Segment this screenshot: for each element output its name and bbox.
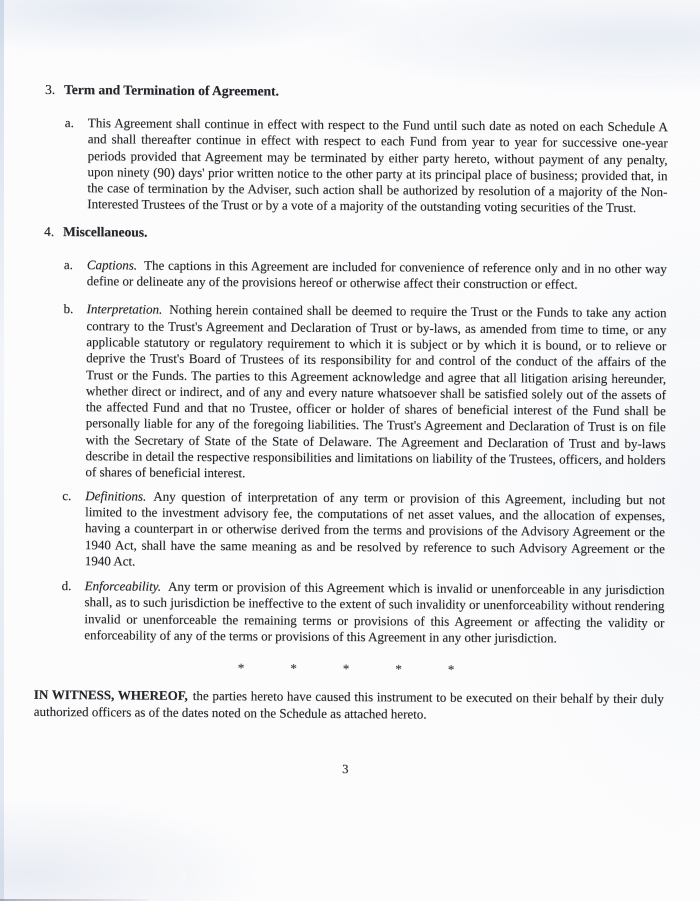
clause-label: a. bbox=[63, 256, 73, 272]
clause-text bbox=[85, 488, 666, 574]
witness-clause bbox=[34, 687, 664, 724]
asterisk-separator bbox=[0, 659, 696, 680]
clause-label: a. bbox=[64, 115, 74, 131]
witness-lead: IN WITNESS, WHEREOF, bbox=[33, 687, 188, 704]
clause-3a bbox=[64, 115, 700, 217]
clause-label: d. bbox=[61, 578, 72, 594]
clause-label: c. bbox=[62, 487, 72, 503]
clause-text bbox=[87, 257, 667, 294]
clause-text bbox=[85, 302, 666, 485]
clause-4b-interpretation bbox=[62, 301, 698, 485]
section-heading-miscellaneous bbox=[44, 223, 699, 245]
section-number: 3. bbox=[45, 81, 56, 97]
clause-body: Any term or provision of this Agreement which is invalid or unenforceable in any jurisdiction shall, as to such jurisdiction be ineffective to the extent of such invalidity or unenforceability without rendering invalid or unenforceable the remaining terms or provisions of this Agreement or affecting the validity or enforceability of any of the terms or provisions of this Agreement in any other jurisdiction. bbox=[84, 578, 665, 646]
asterisk: * bbox=[290, 660, 297, 676]
clause-lead: Captions. bbox=[86, 256, 138, 273]
asterisk: * bbox=[342, 661, 350, 677]
clause-text: This Agreement shall continue in effect with respect to the Fund until such date as noted on each Schedule A and shall thereafter continue in effect with respect to each Fund from year to year for successive one-year periods provided that Agreement may be terminated by either party hereto, without payment of any penalty, upon ninety (90) days' prior written notice to the other party at its principal place of business; provided that, in the case of termination by the Adviser, such action shall be authorized by resolution of a majority of the Non-Interested Trustees of the Trust or by a vote of a majority of the outstanding voting securities of the Trust. bbox=[87, 115, 668, 216]
clause-4a-captions bbox=[64, 257, 699, 294]
clause-body: The captions in this Agreement are included for convenience of reference only and in no other way define or delineate any of the provisions hereof or otherwise affect their construction or effect. bbox=[86, 257, 667, 292]
clause-body: Any question of interpretation of any term or provision of this Agreement, including but not limited to the investment advisory fee, the computations of net asset values, and the allocation of expenses, having a counterpart in or otherwise derived from the terms and provisions of the Advisory Agreement or the 1940 Act, shall have the same meaning as and be resolved by reference to such Advisory Agreement or the 1940 Act. bbox=[84, 488, 666, 569]
clause-lead: Definitions. bbox=[85, 487, 147, 504]
clause-lead: Interpretation. bbox=[86, 301, 163, 318]
clause-label: b. bbox=[63, 301, 74, 317]
asterisk: * bbox=[447, 662, 455, 678]
section-title: Term and Termination of Agreement. bbox=[64, 82, 279, 99]
clause-text bbox=[84, 578, 664, 647]
section-number: 4. bbox=[44, 223, 55, 239]
section-title: Miscellaneous. bbox=[63, 223, 148, 240]
asterisk: * bbox=[237, 660, 245, 676]
clause-4d-enforceability bbox=[61, 578, 696, 648]
clause-lead: Enforceability. bbox=[84, 578, 162, 594]
clause-4c-definitions bbox=[62, 488, 698, 574]
page-number: 3 bbox=[342, 762, 349, 777]
witness-text: the parties hereto have caused this instrument to be executed on their behalf by their duly authorized officers as of the dates noted on the Schedule as attached hereto. bbox=[33, 688, 664, 722]
clause-body: Nothing herein contained shall be deemed to require the Trust or the Funds to take any action contrary to the Trust's Agreement and Declaration of Trust or by-laws, as amended from time to time, or any applicable statutory or regulatory requirement to which it is subject or by which it is bound, or to relieve or deprive the Trust's Board of Trustees of its responsibility for and control of the conduct of the affairs of the Trust or the Funds. The parties to this Agreement acknowledge and agree that all litigation arising hereunder, whether direct or indirect, and of any and every nature whatsoever shall be satisfied solely out of the assets of the affected Fund and that no Trustee, officer or holder of shares of beneficial interest of the Fund shall be personally liable for any of the foregoing liabilities. The Trust's Agreement and Declaration of Trust is on file with the Secretary of State of the State of Delaware. The Agreement and Declaration of Trust and by-laws describe in detail the respective responsibilities and limitations on liability of the Trustees, officers, and holders of shares of beneficial interest. bbox=[85, 302, 667, 481]
section-heading-term-termination bbox=[45, 81, 700, 103]
asterisk: * bbox=[395, 661, 402, 677]
